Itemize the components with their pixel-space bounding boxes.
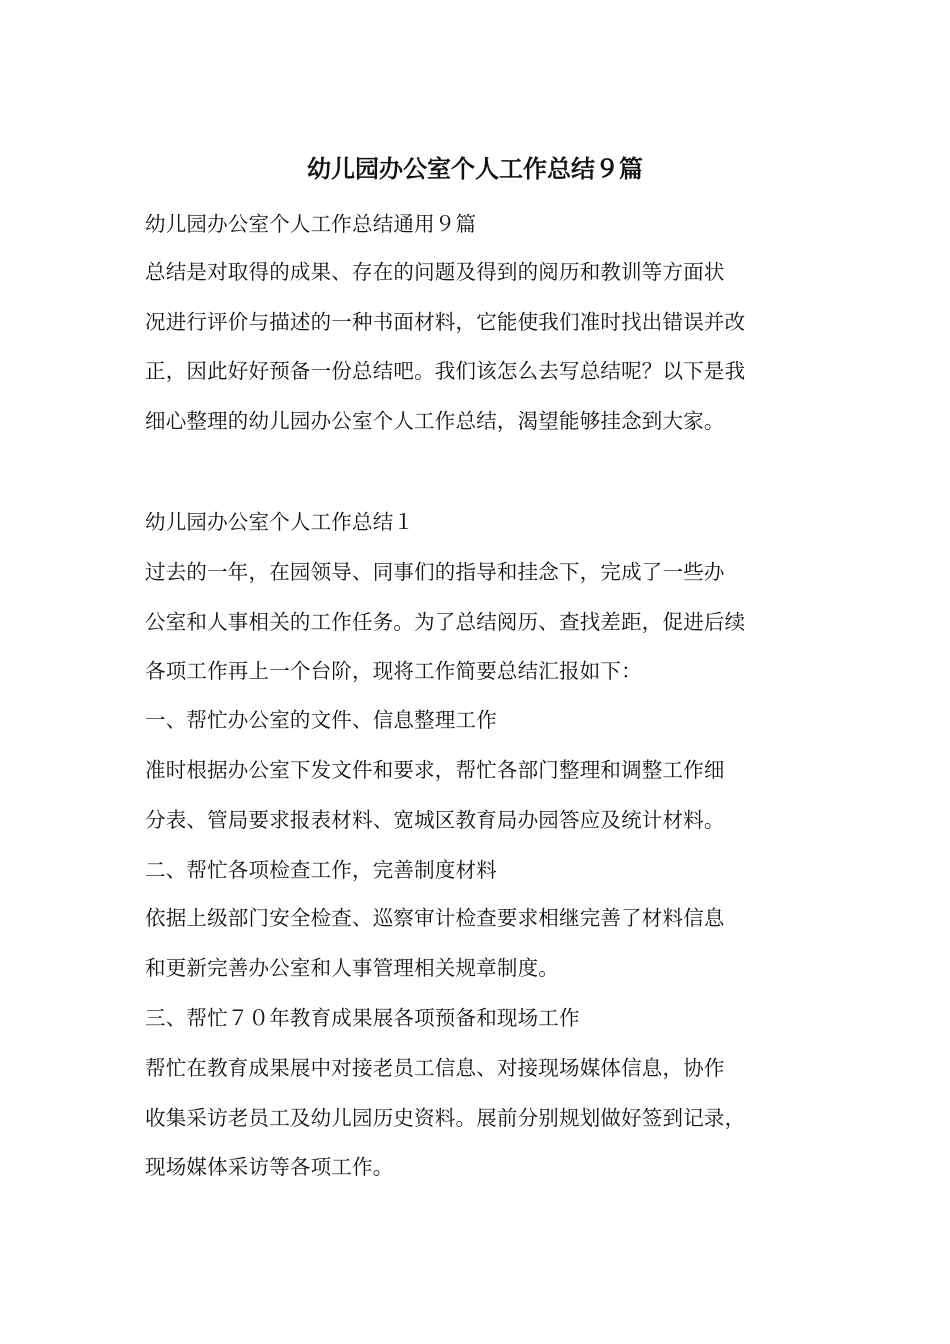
paragraph-line: 过去的一年，在园领导、同事们的指导和挂念下，完成了一些办 xyxy=(145,560,725,584)
paragraph-line: 现场媒体采访等各项工作。 xyxy=(145,1155,394,1179)
subtitle-line: 幼儿园办公室个人工作总结通用９篇 xyxy=(145,212,477,236)
paragraph-line: 和更新完善办公室和人事管理相关规章制度。 xyxy=(145,955,559,980)
item-heading-text: 三、帮忙７０年教育成果展各项预备和现场工作 xyxy=(145,1006,580,1030)
item-heading-3 xyxy=(145,994,807,1044)
document-subtitle xyxy=(145,200,807,250)
paragraph-line: 分表、管局要求报表材料、宽城区教育局办园答应及统计材料。 xyxy=(145,807,725,832)
paragraph-overview xyxy=(145,548,807,697)
paragraph-line: 准时根据办公室下发文件和要求，帮忙各部门整理和调整工作细 xyxy=(145,758,725,782)
item-heading-text: 二、帮忙各项检查工作，完善制度材料 xyxy=(145,858,497,882)
paragraph-line: 各项工作再上一个台阶，现将工作简要总结汇报如下： xyxy=(145,659,642,683)
intro-line: 细心整理的幼儿园办公室个人工作总结，渴望能够挂念到大家。 xyxy=(145,408,725,433)
paragraph-line: 帮忙在教育成果展中对接老员工信息、对接现场媒体信息，协作 xyxy=(145,1056,725,1080)
paragraph-item-2 xyxy=(145,894,807,993)
intro-line: 正，因此好好预备一份总结吧。我们该怎么去写总结呢？以下是我 xyxy=(145,359,746,383)
document-title: 幼儿园办公室个人工作总结９篇 xyxy=(307,155,643,183)
paragraph-line: 公室和人事相关的工作任务。为了总结阅历、查找差距，促进后续 xyxy=(145,609,746,634)
section-heading xyxy=(145,498,807,548)
paragraph-item-3 xyxy=(145,1044,807,1193)
paragraph-line: 依据上级部门安全检查、巡察审计检查要求相继完善了材料信息 xyxy=(145,906,725,930)
intro-paragraph xyxy=(145,248,807,446)
intro-line: 总结是对取得的成果、存在的问题及得到的阅历和教训等方面状 xyxy=(145,260,725,284)
item-heading-2 xyxy=(145,846,807,896)
intro-line: 况进行评价与描述的一种书面材料，它能使我们准时找出错误并改 xyxy=(145,309,746,334)
section-heading-text: 幼儿园办公室个人工作总结１ xyxy=(145,510,415,534)
item-heading-text: 一、帮忙办公室的文件、信息整理工作 xyxy=(145,708,497,732)
paragraph-item-1 xyxy=(145,746,807,845)
paragraph-line: 收集采访老员工及幼儿园历史资料。展前分别规划做好签到记录， xyxy=(145,1105,746,1130)
item-heading-1 xyxy=(145,696,807,746)
